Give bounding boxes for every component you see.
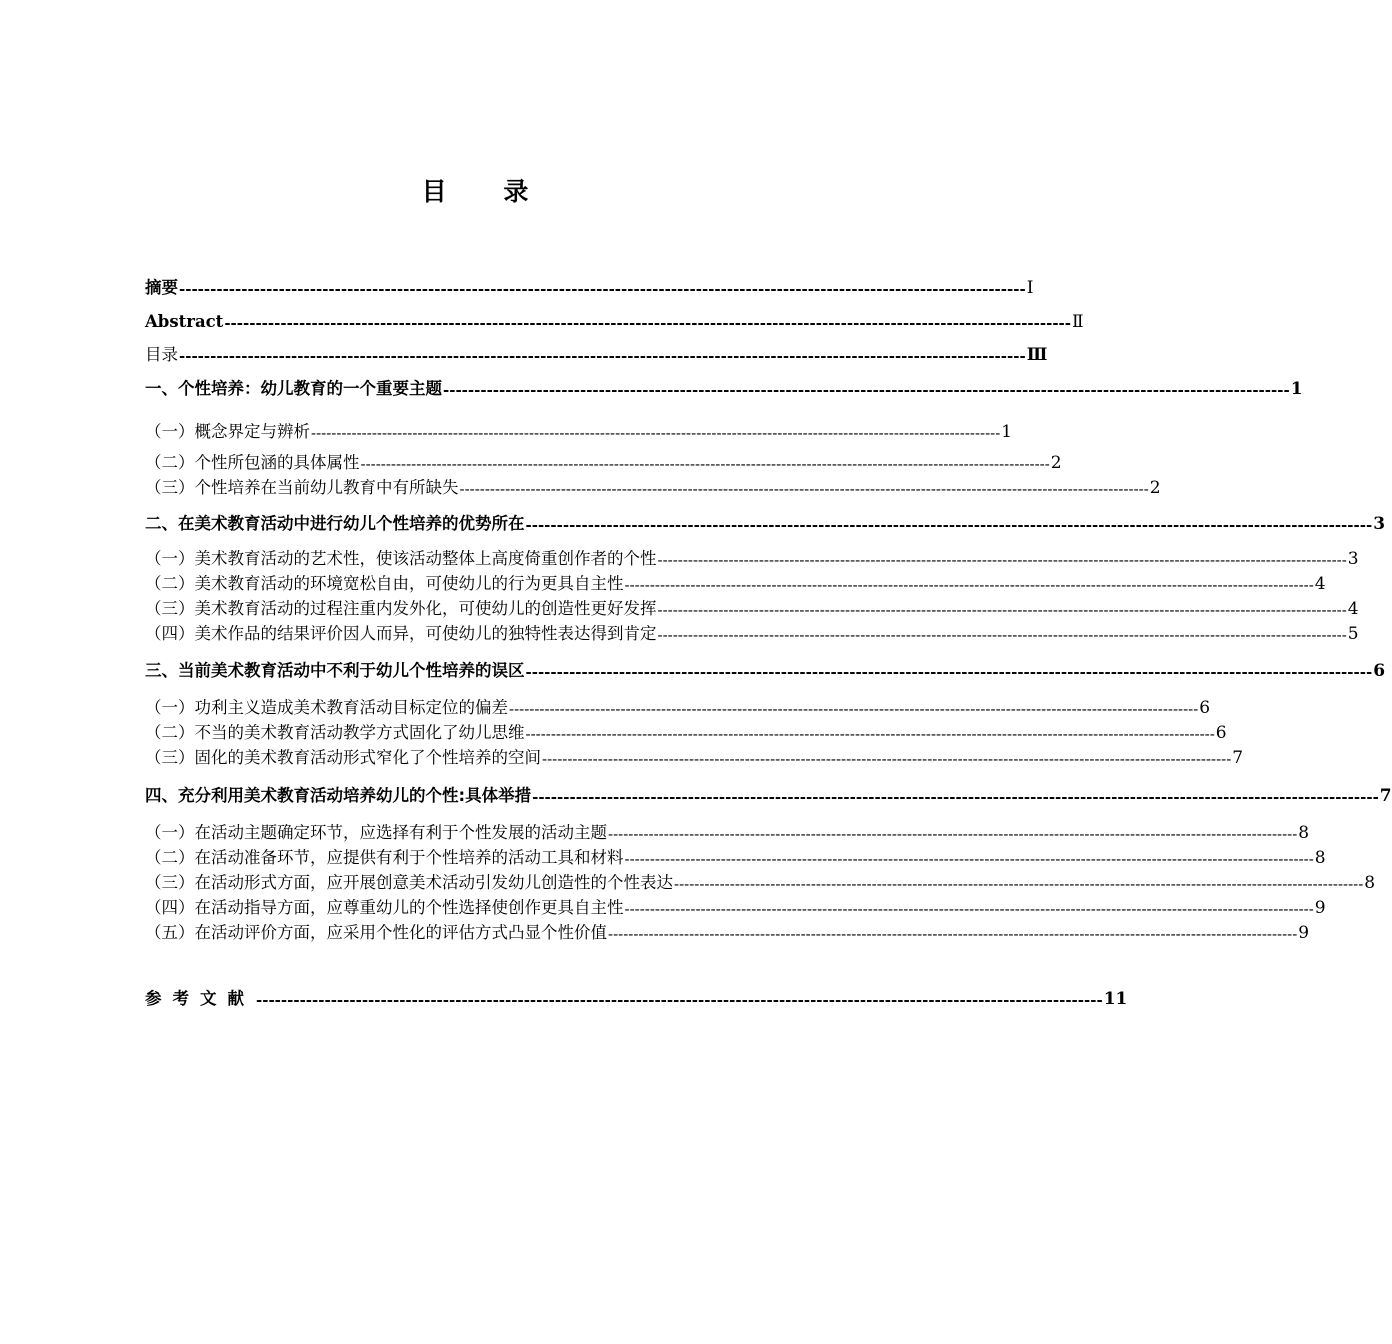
toc-leader: ---------------------------------------------------------------------------------------------------------------------------------------- [311,424,1001,442]
toc-entry-label: （三）个性培养在当前幼儿教育中有所缺失 [145,478,459,497]
toc-leader: ---------------------------------------------------------------------------------------------------------------------------------------- [525,725,1215,743]
toc-entry-chapter-1[interactable] [145,377,1303,401]
toc-leader: ---------------------------------------------------------------------------------------------------------------------------------------- [256,991,1103,1009]
toc-entry-label: 摘要 [145,278,178,297]
toc-page-number: 3 [1347,549,1359,569]
toc-entry-references[interactable] [145,987,1128,1011]
toc-entry-label: Abstract [145,312,224,331]
toc-entry-1-1[interactable] [145,420,1013,444]
toc-entry-label: 目录 [145,345,178,364]
toc-leader: ---------------------------------------------------------------------------------------------------------------------------------------- [525,663,1373,681]
toc-leader: ---------------------------------------------------------------------------------------------------------------------------------------- [624,900,1314,918]
toc-page-number: 2 [1050,453,1062,473]
toc-entry-label: （二）在活动准备环节，应提供有利于个性培养的活动工具和材料 [145,848,624,867]
toc-leader: ---------------------------------------------------------------------------------------------------------------------------------------- [525,516,1373,534]
toc-leader: ---------------------------------------------------------------------------------------------------------------------------------------- [608,825,1298,843]
toc-entry-2-2[interactable] [145,572,1326,596]
toc-entry-label: （一）功利主义造成美术教育活动目标定位的偏差 [145,698,508,717]
toc-entry-contents[interactable] [145,343,1048,367]
toc-leader: ---------------------------------------------------------------------------------------------------------------------------------------- [657,601,1347,619]
toc-page-number: 3 [1373,514,1386,534]
toc-leader: ---------------------------------------------------------------------------------------------------------------------------------------- [443,381,1290,399]
toc-entry-label: （二）美术教育活动的环境宽松自由，可使幼儿的行为更具自主性 [145,574,624,593]
toc-entry-2-1[interactable] [145,547,1359,571]
toc-entry-1-2[interactable] [145,451,1062,475]
toc-leader: ---------------------------------------------------------------------------------------------------------------------------------------- [624,576,1314,594]
toc-page-number: 1 [1001,422,1013,442]
toc-entry-label: （四）美术作品的结果评价因人而异，可使幼儿的独特性表达得到肯定 [145,624,657,643]
toc-entry-chapter-3[interactable] [145,659,1386,683]
toc-entry-1-3[interactable] [145,476,1161,500]
toc-entry-4-3[interactable] [145,871,1376,895]
toc-leader: ---------------------------------------------------------------------------------------------------------------------------------------- [179,347,1026,365]
toc-entry-label: （一）美术教育活动的艺术性，使该活动整体上高度倚重创作者的个性 [145,549,657,568]
toc-entry-4-4[interactable] [145,896,1326,920]
toc-entry-label: （一）概念界定与辨析 [145,422,310,441]
toc-leader: ---------------------------------------------------------------------------------------------------------------------------------------- [179,280,1026,298]
toc-page-number: 9 [1314,898,1326,918]
toc-entry-label: （三）在活动形式方面，应开展创意美术活动引发幼儿创造性的个性表达 [145,873,673,892]
toc-entry-label: 参考文献 [145,989,255,1008]
toc-entry-label: （二）不当的美术教育活动教学方式固化了幼儿思维 [145,723,525,742]
toc-entry-label: 一、个性培养：幼儿教育的一个重要主题 [145,379,442,398]
toc-leader: ---------------------------------------------------------------------------------------------------------------------------------------- [459,480,1149,498]
toc-entry-3-3[interactable] [145,746,1244,770]
toc-entry-label: （三）美术教育活动的过程注重内发外化，可使幼儿的创造性更好发挥 [145,599,657,618]
toc-leader: ---------------------------------------------------------------------------------------------------------------------------------------- [608,925,1298,943]
toc-leader: ---------------------------------------------------------------------------------------------------------------------------------------- [360,455,1050,473]
toc-leader: ---------------------------------------------------------------------------------------------------------------------------------------- [657,551,1347,569]
toc-leader: ---------------------------------------------------------------------------------------------------------------------------------------- [532,788,1379,806]
toc-page-number: Ⅲ [1026,345,1048,365]
toc-entry-abstract-en[interactable] [145,310,1084,334]
toc-page-number: 8 [1314,848,1326,868]
toc-leader: ---------------------------------------------------------------------------------------------------------------------------------------- [657,626,1347,644]
toc-leader: ---------------------------------------------------------------------------------------------------------------------------------------- [624,850,1314,868]
toc-leader: ---------------------------------------------------------------------------------------------------------------------------------------- [224,314,1071,332]
toc-entry-chapter-4[interactable] [145,784,1392,808]
toc-page-number: 11 [1103,989,1128,1009]
toc-entry-abstract-cn[interactable] [145,276,1034,300]
toc-entry-3-2[interactable] [145,721,1227,745]
toc-entry-label: （四）在活动指导方面，应尊重幼儿的个性选择使创作更具自主性 [145,898,624,917]
toc-entry-2-3[interactable] [145,597,1359,621]
toc-title: 目 录 [421,177,553,206]
toc-entry-4-1[interactable] [145,821,1310,845]
toc-entry-3-1[interactable] [145,696,1211,720]
toc-page-number: 5 [1347,624,1359,644]
toc-entry-label: （五）在活动评价方面，应采用个性化的评估方式凸显个性价值 [145,923,607,942]
toc-leader: ---------------------------------------------------------------------------------------------------------------------------------------- [542,750,1232,768]
toc-page-number: Ⅱ [1072,312,1084,332]
toc-page-number: Ⅰ [1026,278,1034,298]
toc-page-number: 8 [1298,823,1310,843]
toc-entry-label: 三、当前美术教育活动中不利于幼儿个性培养的误区 [145,661,525,680]
toc-entry-4-5[interactable] [145,921,1310,945]
toc-page-number: 6 [1373,661,1386,681]
toc-entry-4-2[interactable] [145,846,1326,870]
toc-page-number: 9 [1298,923,1310,943]
toc-leader: ---------------------------------------------------------------------------------------------------------------------------------------- [674,875,1364,893]
toc-page-number: 8 [1364,873,1376,893]
toc-leader: ---------------------------------------------------------------------------------------------------------------------------------------- [509,700,1199,718]
toc-entry-2-4[interactable] [145,622,1359,646]
toc-page-number: 2 [1149,478,1161,498]
toc-entry-chapter-2[interactable] [145,512,1386,536]
toc-entry-label: （二）个性所包涵的具体属性 [145,453,360,472]
toc-page-number: 4 [1314,574,1326,594]
toc-page-number: 4 [1347,599,1359,619]
toc-page-number: 6 [1199,698,1211,718]
toc-page-number: 1 [1290,379,1303,399]
toc-entry-label: 二、在美术教育活动中进行幼儿个性培养的优势所在 [145,514,525,533]
toc-page-number: 6 [1215,723,1227,743]
toc-page-number: 7 [1232,748,1244,768]
toc-entry-label: （一）在活动主题确定环节，应选择有利于个性发展的活动主题 [145,823,607,842]
toc-entry-label: （三）固化的美术教育活动形式窄化了个性培养的空间 [145,748,541,767]
toc-page-number: 7 [1379,786,1392,806]
toc-entry-label: 四、充分利用美术教育活动培养幼儿的个性:具体举措 [145,786,532,805]
